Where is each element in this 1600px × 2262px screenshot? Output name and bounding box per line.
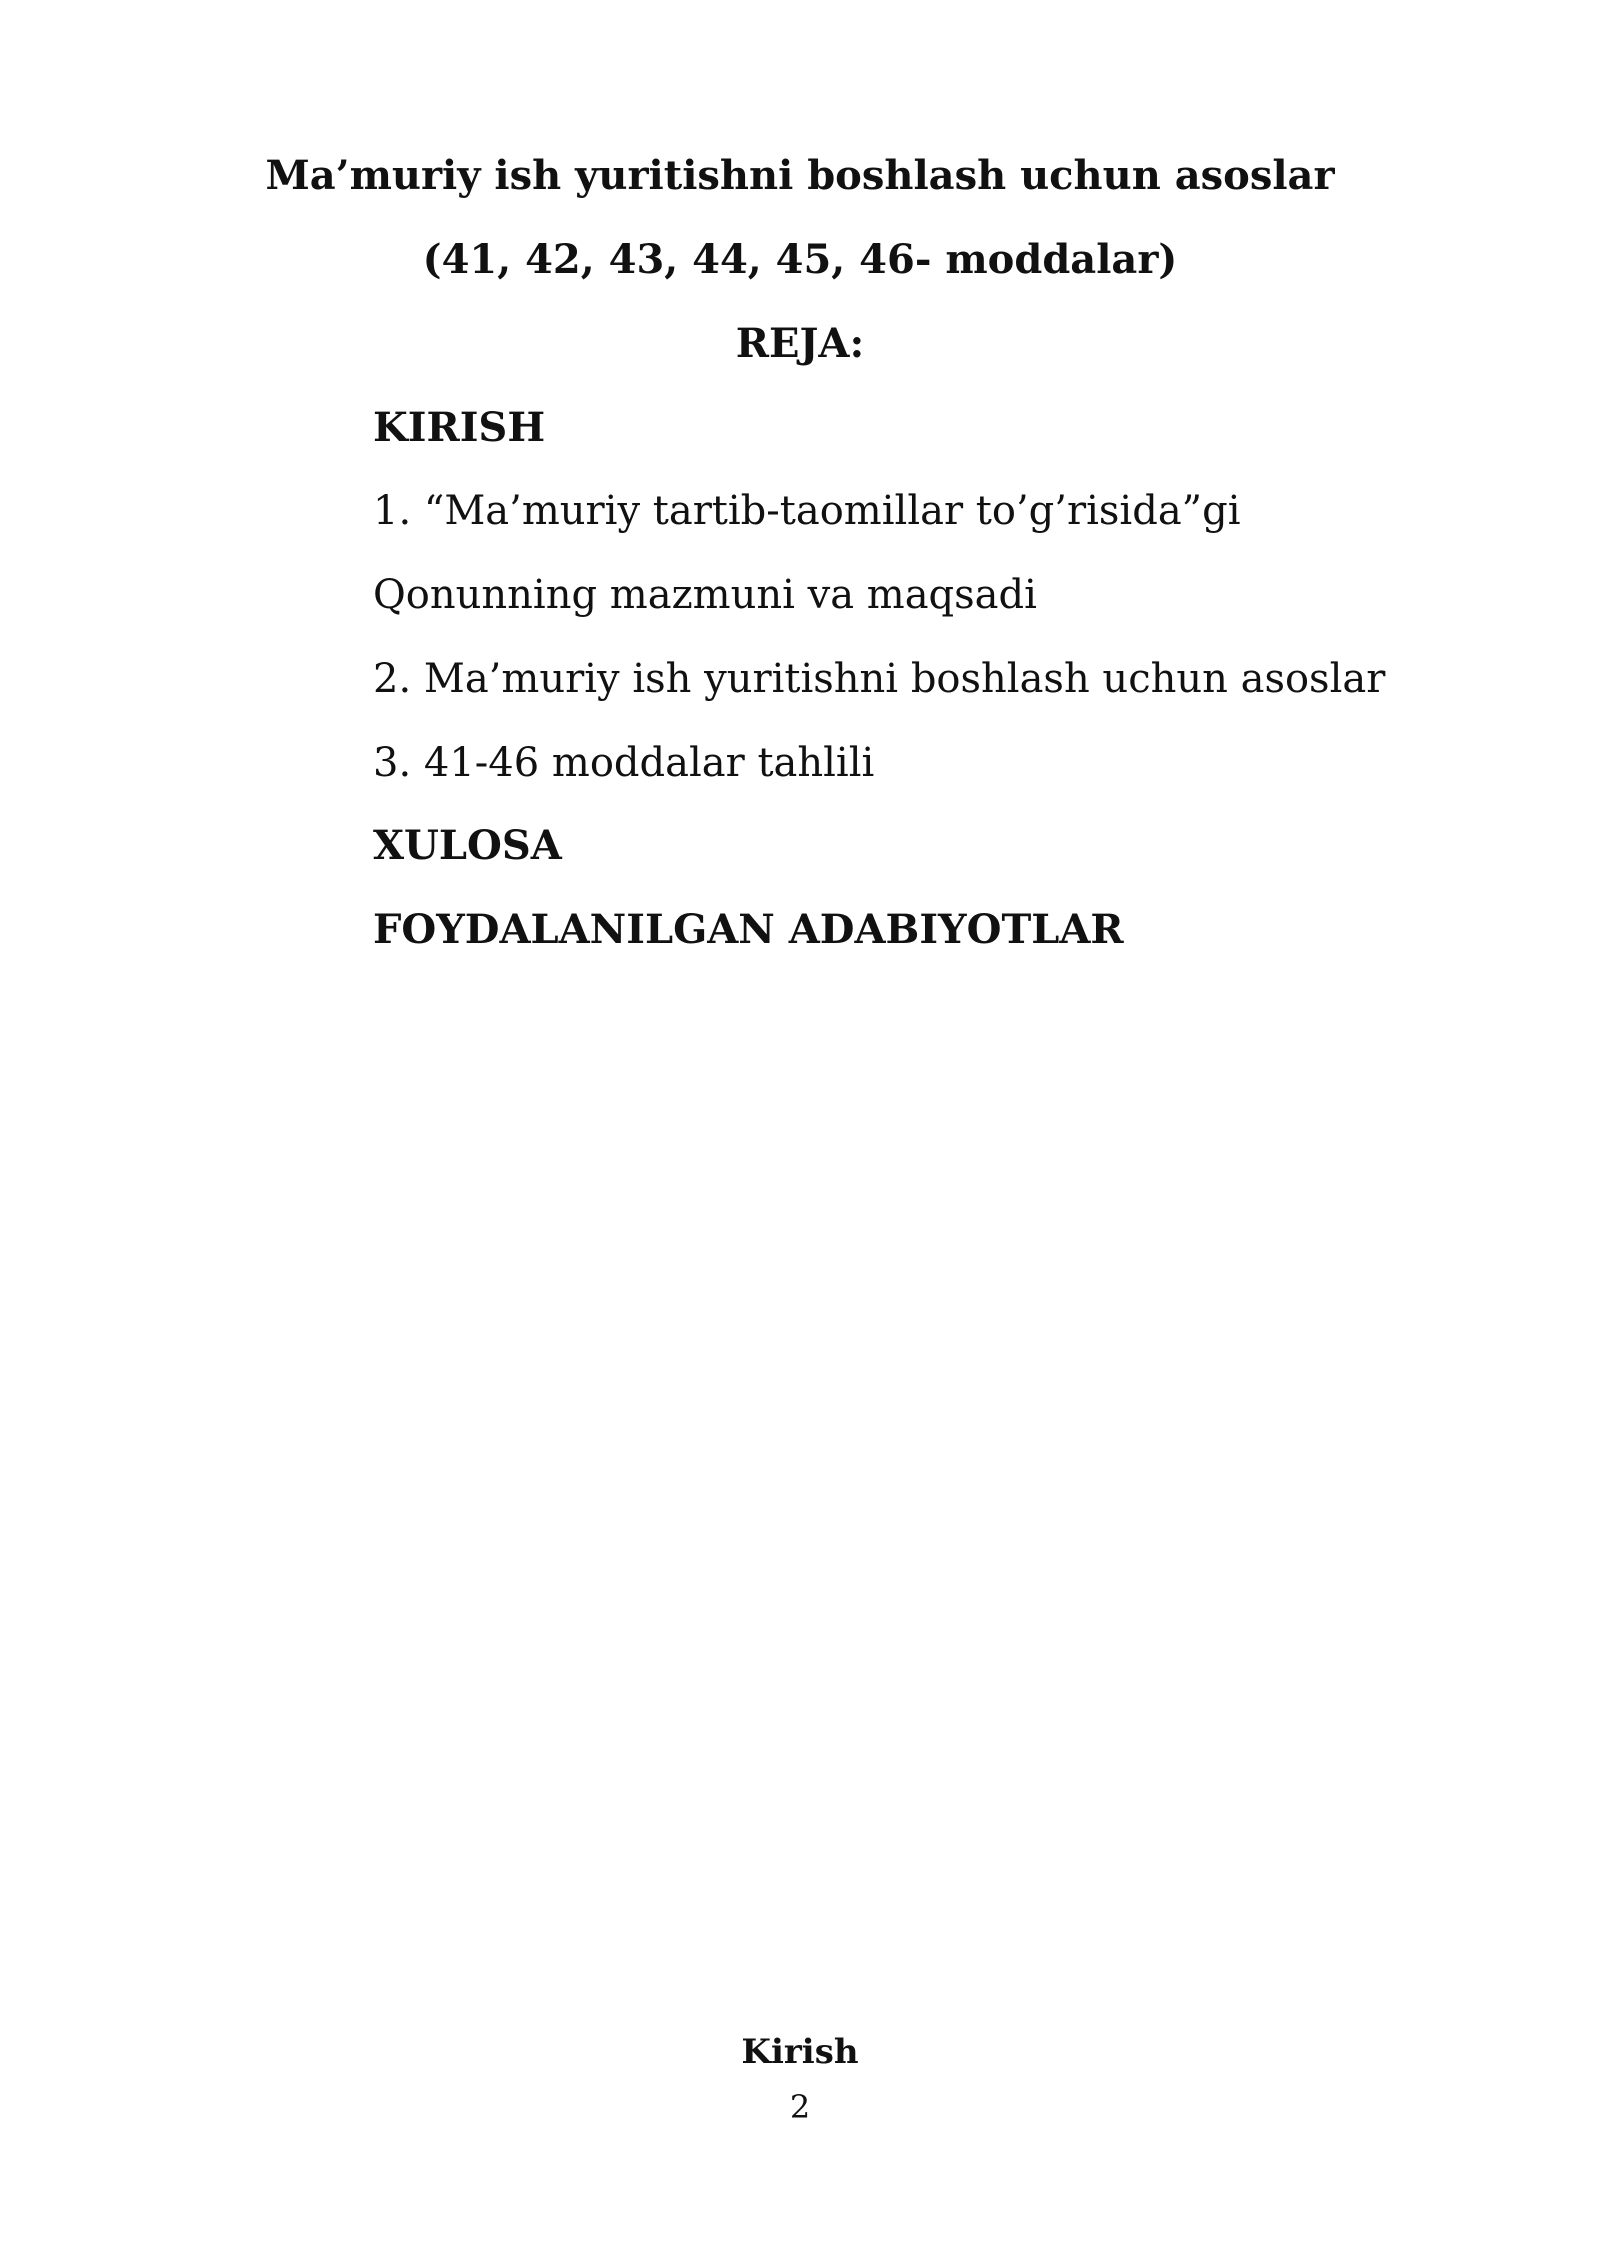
document-subtitle: (41, 42, 43, 44, 45, 46- moddalar)	[422, 236, 1178, 283]
section-heading-kirish: Kirish	[741, 2032, 859, 2072]
plan-item-conclusion: XULOSA	[373, 822, 562, 869]
plan-item-1: 1. “Ma’muriy tartib-taomillar to’g’risida”gi	[373, 488, 1241, 534]
plan-item-3: 3. 41-46 moddalar tahlili	[373, 740, 875, 786]
plan-item-1-continuation: Qonunning mazmuni va maqsadi	[373, 572, 1037, 618]
plan-item-references: FOYDALANILGAN ADABIYOTLAR	[373, 906, 1124, 953]
plan-item-2: 2. Ma’muriy ish yuritishni boshlash uchun asoslar	[373, 656, 1386, 702]
page-number: 2	[789, 2088, 811, 2126]
document-title: Ma’muriy ish yuritishni boshlash uchun asoslar	[265, 152, 1335, 199]
plan-heading: REJA:	[735, 320, 865, 367]
plan-item-intro: KIRISH	[373, 404, 546, 451]
